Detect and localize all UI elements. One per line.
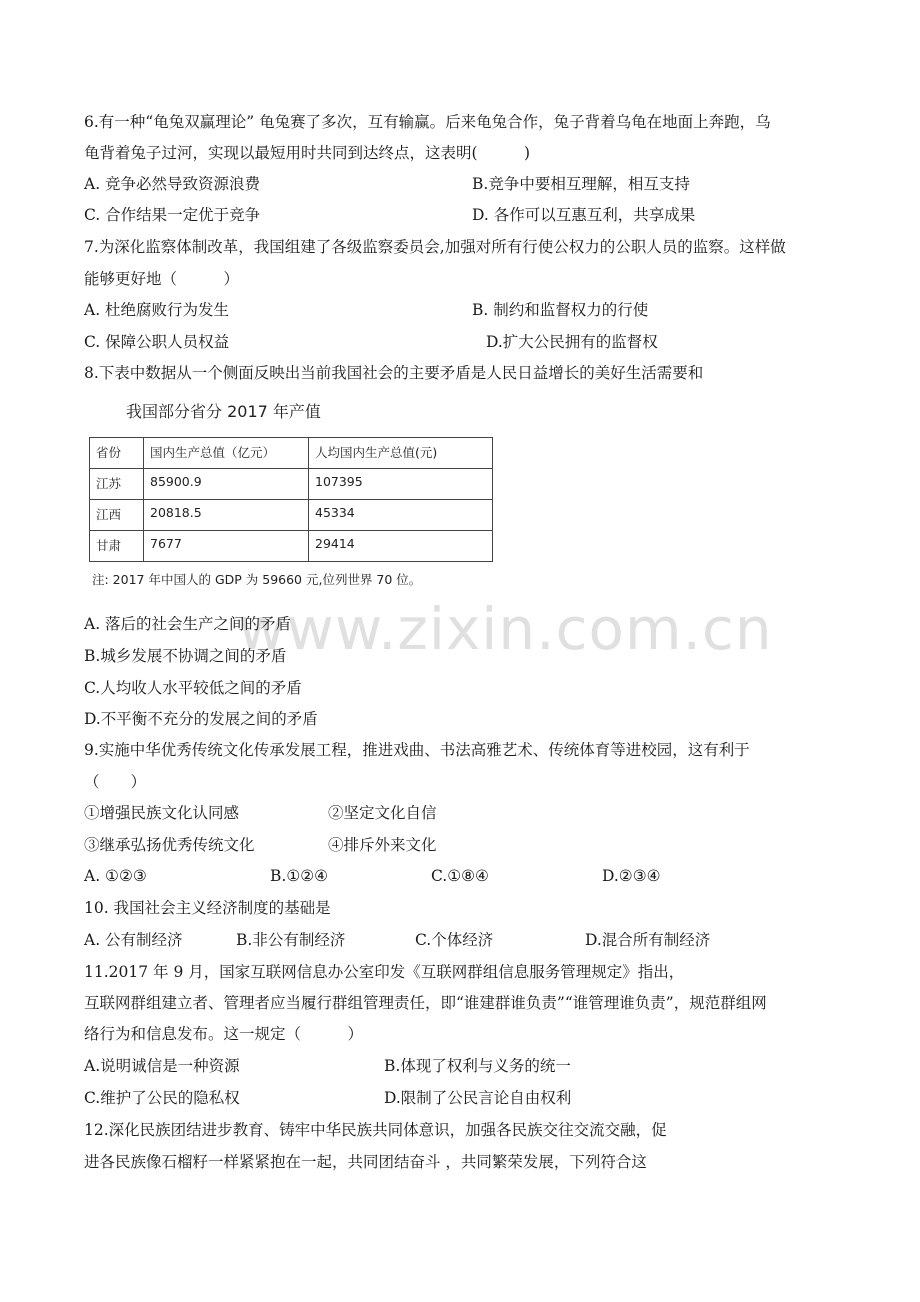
question-12-stem-line2: 进各民族像石榴籽一样紧紧抱在一起，共同团结奋斗 ，共同繁荣发展，下列符合这 <box>84 1153 647 1171</box>
question-8-option-c: C.人均收人水平较低之间的矛盾 <box>84 679 302 697</box>
question-11-option-c: C.维护了公民的隐私权 <box>84 1089 240 1107</box>
table-cell: 甘肃 <box>90 531 144 562</box>
question-10-stem: 10. 我国社会主义经济制度的基础是 <box>84 899 331 917</box>
table-row <box>90 531 493 562</box>
question-8-stem: 8.下表中数据从一个侧面反映出当前我国社会的主要矛盾是人民日益增长的美好生活需要和 <box>84 364 704 382</box>
table-cell: 107395 <box>309 469 493 500</box>
question-10-option-c: C.个体经济 <box>415 931 494 949</box>
question-9-statement-1: ①增强民族文化认同感 <box>84 804 240 822</box>
question-8-option-a: A. 落后的社会生产之间的矛盾 <box>84 615 292 633</box>
table-cell: 7677 <box>144 531 309 562</box>
table-title: 我国部分省分 2017 年产值 <box>126 402 321 421</box>
question-9-option-a: A. ①②③ <box>84 867 147 885</box>
gdp-table <box>89 437 493 562</box>
question-9-statement-4: ④排斥外来文化 <box>328 836 437 854</box>
question-6-option-a: A. 竞争必然导致资源浪费 <box>84 175 261 193</box>
question-7-option-b: B. 制约和监督权力的行使 <box>472 301 649 319</box>
question-6-stem-line1: 6.有一种“龟兔双赢理论” 龟兔赛了多次，互有输赢。后来龟兔合作，兔子背着乌龟在地面上奔跑，乌 <box>84 113 771 131</box>
question-8-option-d: D.不平衡不充分的发展之间的矛盾 <box>84 710 318 728</box>
question-11-option-b: B.体现了权利与义务的统一 <box>384 1057 571 1075</box>
question-7-option-c: C. 保障公职人员权益 <box>84 333 230 351</box>
question-8-option-b: B.城乡发展不协调之间的矛盾 <box>84 647 287 665</box>
question-9-statement-2: ②坚定文化自信 <box>328 804 437 822</box>
table-cell: 85900.9 <box>144 469 309 500</box>
question-6-option-d: D. 各作可以互惠互利，共享成果 <box>472 206 696 224</box>
question-9-option-d: D.②③④ <box>602 867 661 885</box>
question-6-stem-line2: 龟背着兔子过河，实现以最短用时共同到达终点，这表明( ) <box>84 144 531 162</box>
table-header-cell: 省份 <box>90 438 144 469</box>
question-7-option-d: D.扩大公民拥有的监督权 <box>486 333 658 351</box>
question-7-option-a: A. 杜绝腐败行为发生 <box>84 301 230 319</box>
question-11-option-d: D.限制了公民言论自由权利 <box>384 1089 572 1107</box>
table-header-cell: 人均国内生产总值(元) <box>309 438 493 469</box>
question-12-stem-line1: 12.深化民族团结进步教育、铸牢中华民族共同体意识，加强各民族交往交流交融，促 <box>84 1121 667 1139</box>
table-cell: 江苏 <box>90 469 144 500</box>
question-11-stem-line2: 互联网群组建立者、管理者应当履行群组管理责任，即“谁建群谁负责”“谁管理谁负责”，规范群组网 <box>84 994 767 1012</box>
table-header-cell: 国内生产总值（亿元） <box>144 438 309 469</box>
question-6-option-b: B.竞争中要相互理解，相互支持 <box>472 175 690 193</box>
table-header-row <box>90 438 493 469</box>
table-row <box>90 469 493 500</box>
table-cell: 20818.5 <box>144 500 309 531</box>
question-9-stem-line1: 9.实施中华优秀传统文化传承发展工程，推进戏曲、书法高雅艺术、传统体育等进校园，这有利于 <box>84 741 750 759</box>
table-row <box>90 500 493 531</box>
question-10-option-d: D.混合所有制经济 <box>585 931 711 949</box>
question-9-statement-3: ③继承弘扬优秀传统文化 <box>84 836 255 854</box>
question-7-stem-line2: 能够更好地（ ） <box>84 270 240 288</box>
table-cell: 29414 <box>309 531 493 562</box>
question-11-stem-line3: 络行为和信息发布。这一规定（ ） <box>84 1025 364 1043</box>
question-6-option-c: C. 合作结果一定优于竞争 <box>84 206 261 224</box>
question-11-option-a: A.说明诚信是一种资源 <box>84 1057 240 1075</box>
question-11-stem-line1: 11.2017 年 9 月，国家互联网信息办公室印发《互联网群组信息服务管理规定》指出， <box>84 963 685 981</box>
question-9-stem-line2: （ ） <box>84 773 147 791</box>
table-cell: 江西 <box>90 500 144 531</box>
question-10-option-b: B.非公有制经济 <box>236 931 346 949</box>
question-9-option-b: B.①②④ <box>270 867 329 885</box>
question-10-option-a: A. 公有制经济 <box>84 931 183 949</box>
question-9-option-c: C.①⑧④ <box>431 867 489 885</box>
table-note: 注: 2017 年中国人的 GDP 为 59660 元,位列世界 70 位。 <box>92 572 422 587</box>
watermark: www.zixin.com.cn <box>238 595 773 663</box>
question-7-stem-line1: 7.为深化监察体制改革，我国组建了各级监察委员会,加强对所有行使公权力的公职人员的监察。这样做 <box>84 238 786 256</box>
table-cell: 45334 <box>309 500 493 531</box>
